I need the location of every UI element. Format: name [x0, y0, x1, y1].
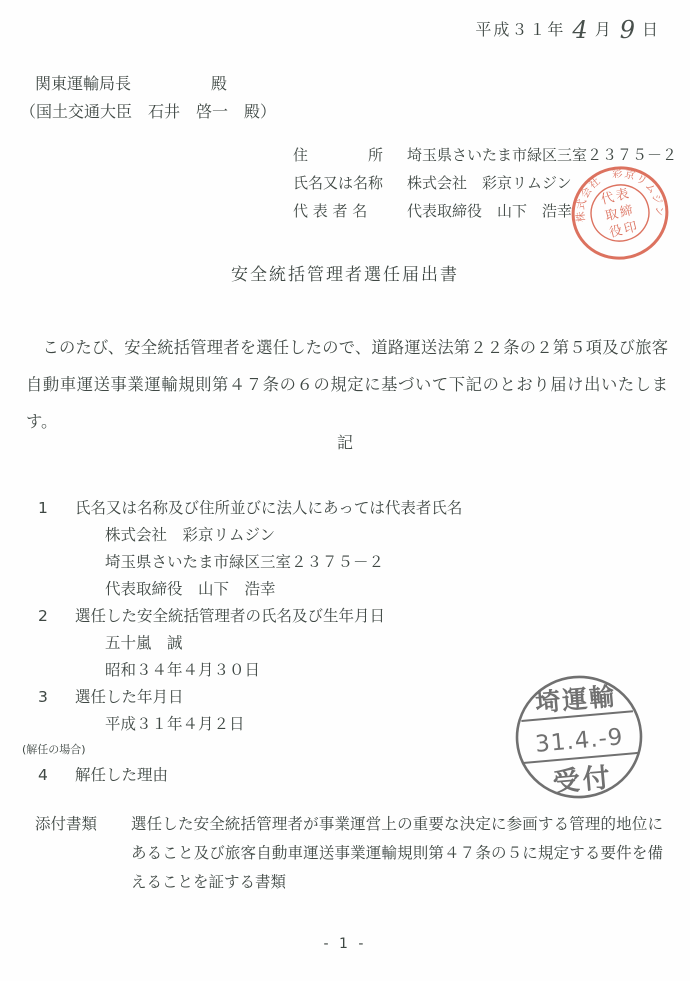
date-day-unit: 日	[641, 20, 660, 39]
item-4-number: 4	[38, 766, 48, 784]
dismissal-note: (解任の場合)	[22, 743, 86, 756]
body-paragraph: このたび、安全統括管理者を選任したので、道路運送法第２２条の２第５項及び旅客自動車運送事業運輸規則第４７条の６の規定に基づいて下記のとおり届け出いたします。	[26, 338, 668, 431]
item-1-sub-representative: 代表取締役 山下 浩幸	[105, 580, 276, 598]
addressee-block	[20, 70, 276, 126]
addressee-line1: 関東運輸局長 殿	[35, 74, 228, 93]
sender-rep-label: 代 表 者 名	[293, 202, 368, 220]
sender-name-label: 氏名又は名称	[293, 174, 384, 192]
item-1-heading	[38, 495, 658, 522]
receipt-stamp-label: 受付	[551, 762, 615, 799]
item-1-sub-company: 株式会社 彩京リムジン	[105, 526, 276, 544]
attachment-text: 選任した安全統括管理者が事業運営上の重要な決定に参画する管理的地位にあること及び旅客自動車運送事業運輸規則第４７条の５に規定する要件を備えることを証する書類	[131, 815, 663, 891]
item-1-text: 氏名又は名称及び住所並びに法人にあっては代表者氏名	[75, 499, 463, 517]
attachment-label: 添付書類	[35, 815, 98, 833]
attachment-block	[35, 810, 663, 897]
addressee-line2: （国土交通大臣 石井 啓一 殿）	[20, 102, 277, 121]
date-era-prefix: 平成３１年	[475, 20, 566, 39]
section-marker: 記	[336, 433, 353, 452]
item-2-text: 選任した安全統括管理者の氏名及び生年月日	[75, 607, 386, 625]
date-month-handwritten: 4	[572, 16, 588, 44]
item-1-sub-address: 埼玉県さいたま市緑区三室２３７５－２	[105, 553, 385, 571]
document-title: 安全統括管理者選任届出書	[231, 265, 459, 285]
item-2-sub-manager-name: 五十嵐 誠	[105, 634, 183, 652]
receipt-stamp-office: 埼運輸	[534, 681, 618, 718]
item-2-sub-birthdate: 昭和３４年４月３０日	[105, 661, 261, 679]
item-3-sub-appointment-date: 平成３１年４月２日	[105, 715, 245, 733]
company-seal-center-line1: 代表	[599, 186, 633, 208]
item-1-number: 1	[38, 499, 48, 517]
receipt-stamp-date: 31.4.-9	[534, 724, 625, 758]
sender-name-value: 株式会社 彩京リムジン	[407, 174, 572, 192]
item-2-heading	[38, 603, 658, 630]
date-line	[475, 16, 660, 44]
sender-address-label: 住 所	[293, 146, 384, 164]
sender-rep-value: 代表取締役 山下 浩幸	[407, 202, 573, 220]
page-number: - 1 -	[323, 936, 367, 952]
sender-address-value: 埼玉県さいたま市緑区三室２３７５－２	[407, 146, 678, 164]
item-2-number: 2	[38, 607, 48, 625]
company-seal-ring-text: 株式会社 彩京リムジン	[574, 167, 666, 223]
company-seal-center-line3: 役印	[607, 219, 641, 241]
date-month-unit: 月	[594, 20, 613, 39]
date-day-handwritten: 9	[619, 16, 635, 44]
item-3-number: 3	[38, 688, 48, 706]
company-seal-center-line2: 取締	[603, 202, 637, 225]
item-4-text: 解任した理由	[75, 766, 169, 784]
item-3-text: 選任した年月日	[75, 688, 184, 706]
receipt-stamp-icon	[508, 668, 650, 806]
company-seal-icon	[564, 160, 676, 266]
